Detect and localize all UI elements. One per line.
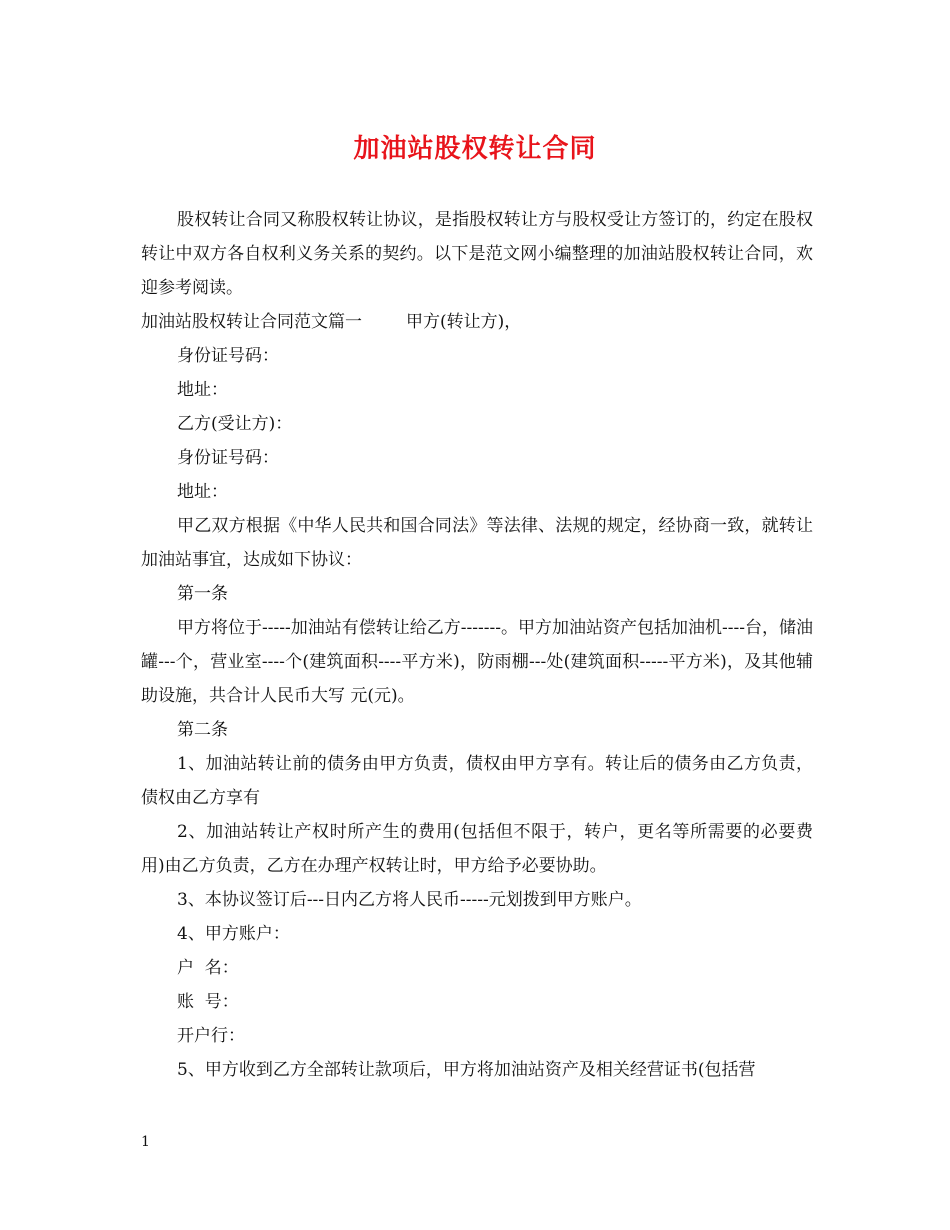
section-heading-line: [141, 305, 813, 339]
party-b-label: 乙方(受让方)：: [177, 414, 293, 434]
article-2-heading: 第二条: [177, 720, 228, 740]
intro-paragraph: 股权转让合同又称股权转让协议，是指股权转让方与股权受让方签订的，约定在股权转让中双方各自权利义务关系的契约。以下是范文网小编整理的加油站股权转让合同，欢迎参考阅读。: [141, 210, 813, 298]
bank-field: 开户行：: [177, 1026, 245, 1046]
article-1-heading: 第一条: [177, 584, 228, 604]
clause-4: 4、甲方账户：: [177, 924, 290, 944]
article-1-text: 甲方将位于-----加油站有偿转让给乙方-------。甲方加油站资产包括加油机----台，储油罐---个，营业室----个(建筑面积----平方米)，防雨棚---处(建筑面积-----平方米)，及其他辅助设施，共合计人民币大写 元(元)。: [141, 618, 813, 706]
clause-5: 5、甲方收到乙方全部转让款项后，甲方将加油站资产及相关经营证书(包括营: [177, 1060, 756, 1080]
party-a-id: 身份证号码：: [177, 346, 279, 366]
party-b-id: 身份证号码：: [177, 448, 279, 468]
section-heading: 加油站股权转让合同范文篇一: [141, 312, 362, 332]
party-a-address: 地址：: [177, 380, 228, 400]
account-number-field: 账 号：: [177, 992, 239, 1012]
document-title: 加油站股权转让合同: [353, 134, 597, 164]
clause-3: 3、本协议签订后---日内乙方将人民币-----元划拨到甲方账户。: [177, 890, 642, 910]
party-a-label: 甲方(转让方)，: [406, 312, 522, 332]
account-name-field: 户 名：: [177, 958, 239, 978]
clause-1: 1、加油站转让前的债务由甲方负责，债权由甲方享有。转让后的债务由乙方负责，债权由乙方享有: [141, 754, 813, 808]
clause-2: 2、加油站转让产权时所产生的费用(包括但不限于，转户，更名等所需要的必要费用)由乙方负责，乙方在办理产权转让时，甲方给予必要协助。: [141, 822, 813, 876]
document-body: [141, 203, 813, 1087]
preamble-paragraph: 甲乙双方根据《中华人民共和国合同法》等法律、法规的规定，经协商一致，就转让加油站事宜，达成如下协议：: [141, 516, 813, 570]
page-number: 1: [141, 1134, 150, 1150]
party-b-address: 地址：: [177, 482, 228, 502]
